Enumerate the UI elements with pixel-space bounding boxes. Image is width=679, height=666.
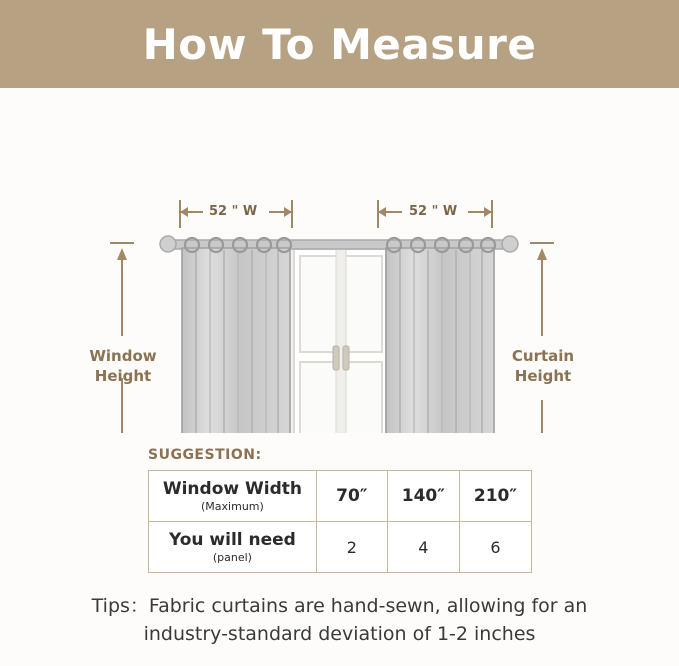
panels-value-3: 6 xyxy=(459,522,531,573)
tips-section xyxy=(0,592,679,648)
window-height-label-line2: Height xyxy=(94,367,152,385)
curtain-height-dimension xyxy=(530,243,554,433)
table-row xyxy=(149,471,532,522)
window-width-value-3: 210″ xyxy=(459,471,531,522)
suggestion-label: SUGGESTION: xyxy=(148,447,262,463)
right-curtain-panel xyxy=(386,238,495,433)
tips-line1-text: Fabric curtains are hand-sewn, allowing for an xyxy=(148,595,588,617)
curtain-height-label-line1: Curtain xyxy=(511,347,575,365)
suggestion-table xyxy=(148,470,532,573)
window-height-label-line1: Window xyxy=(89,347,157,365)
row-header-sub: (Maximum) xyxy=(201,500,264,513)
row-header-panels-needed xyxy=(149,522,317,573)
measure-diagram xyxy=(0,88,679,433)
right-width-label: 52 " W xyxy=(409,204,458,219)
window-width-value-1: 70″ xyxy=(316,471,387,522)
tips-prefix: Tips： xyxy=(91,595,149,617)
tips-line-1 xyxy=(0,592,679,620)
left-curtain-panel xyxy=(182,238,291,433)
page-header xyxy=(0,0,679,88)
row-header-sub: (panel) xyxy=(212,551,252,564)
panels-value-1: 2 xyxy=(316,522,387,573)
row-header-main: Window Width xyxy=(162,479,302,499)
row-header-main: You will need xyxy=(168,530,296,550)
row-header-window-width xyxy=(149,471,317,522)
window-height-dimension xyxy=(110,243,134,433)
tips-line-2: industry-standard deviation of 1-2 inches xyxy=(143,623,536,645)
left-width-label: 52 " W xyxy=(209,204,258,219)
window-graphic xyxy=(284,243,396,433)
curtain-height-label-line2: Height xyxy=(514,367,572,385)
table-row xyxy=(149,522,532,573)
page-title: How To Measure xyxy=(142,19,537,69)
panels-value-2: 4 xyxy=(387,522,459,573)
window-width-value-2: 140″ xyxy=(387,471,459,522)
